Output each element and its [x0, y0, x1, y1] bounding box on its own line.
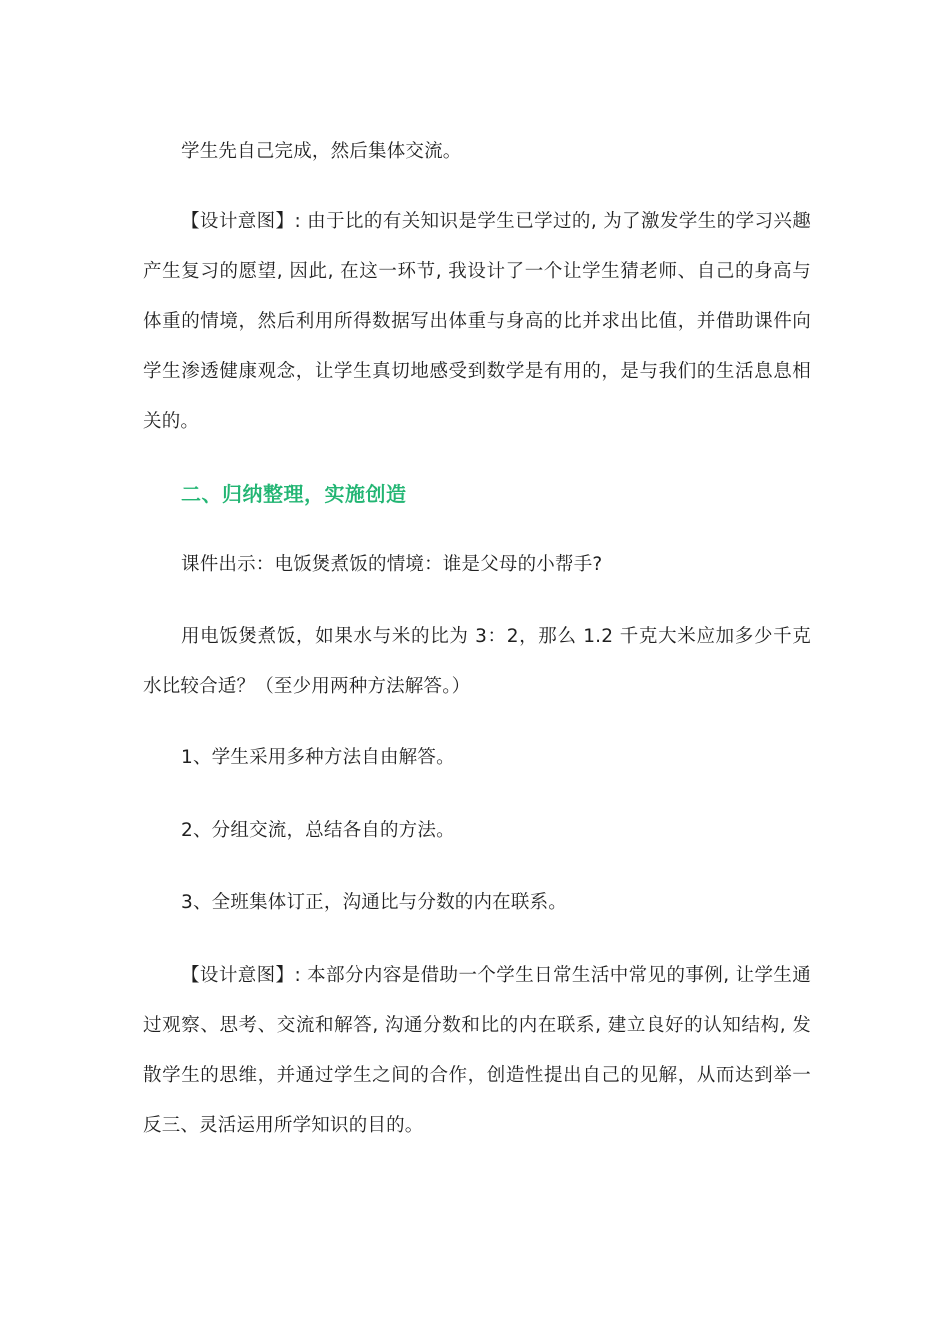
- paragraph-self-complete: 学生先自己完成，然后集体交流。: [181, 141, 462, 162]
- list-item-1: 1、学生采用多种方法自由解答。: [181, 747, 455, 768]
- list-item-3: 3、全班集体订正，沟通比与分数的内在联系。: [181, 892, 567, 913]
- paragraph-design-intent-1: 【设计意图】: 由于比的有关知识是学生已学过的, 为了激发学生的学习兴趣产生复习的愿望, 因此, 在这一环节, 我设计了一个让学生猜老师、自己的身高与体重的情境，然后利用所得数据写出体重与身高的比并求出比值，并借助课件向学生渗透健康观念，让学生真切地感受到数学是有用的，是与我们的生活息息相关的。: [143, 211, 811, 432]
- paragraph-courseware-show: 课件出示：电饭煲煮饭的情境：谁是父母的小帮手?: [181, 554, 603, 575]
- paragraph-rice-cooker-problem: 用电饭煲煮饭，如果水与米的比为 3：2，那么 1.2 千克大米应加多少千克水比较合适？（至少用两种方法解答。）: [143, 626, 811, 697]
- paragraph-design-intent-2: 【设计意图】: 本部分内容是借助一个学生日常生活中常见的事例, 让学生通过观察、思考、交流和解答, 沟通分数和比的内在联系, 建立良好的认知结构, 发散学生的思维，并通过学生之间的合作，创造性提出自己的见解，从而达到举一反三、灵活运用所学知识的目的。: [143, 965, 811, 1136]
- section-heading-2: 二、归纳整理，实施创造: [181, 482, 407, 506]
- list-item-2: 2、分组交流，总结各自的方法。: [181, 820, 455, 841]
